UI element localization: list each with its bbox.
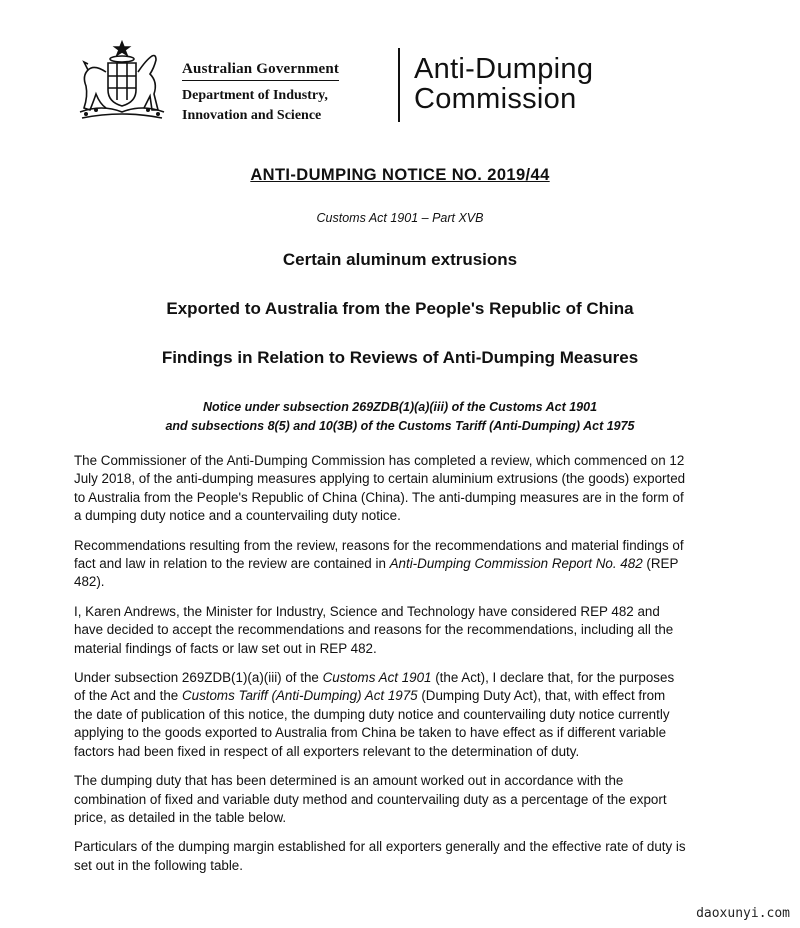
paragraph-4-text: Under subsection 269ZDB(1)(a)(iii) of the <box>74 670 323 686</box>
paragraph-4-end: (Dumping Duty Act), that, with effect from the date of publication of this notice, the dumping duty notice and countervailing duty notice currently applying to the goods exported to Australia from China be taken to have effect as if different variable factors had been fixed in respect of all exporters relevant to the determination of duty. <box>74 688 670 759</box>
paragraph-2-end: (REP 482). <box>74 556 679 590</box>
watermark: daoxunyi.com <box>692 905 794 922</box>
gov-title: Australian Government <box>182 61 339 81</box>
heading-origin: Exported to Australia from the People's Republic of China <box>166 299 634 318</box>
notice-subsection <box>70 398 730 436</box>
government-block <box>182 60 339 126</box>
act-reference: Customs Act 1901 – Part XVB <box>316 211 484 225</box>
agency-line-2: Commission <box>414 83 577 115</box>
paragraph-2 <box>74 537 686 592</box>
customs-act-title: Customs Act 1901 <box>322 670 432 686</box>
header-divider <box>398 48 400 122</box>
notice-subsection-line-1: Notice under subsection 269ZDB(1)(a)(iii) of the Customs Act 1901 <box>202 400 598 414</box>
tariff-act-title: Customs Tariff (Anti-Dumping) Act 1975 <box>181 688 418 704</box>
department-line-2: Innovation and Science <box>182 108 322 123</box>
paragraph-6: Particulars of the dumping margin established for all exporters generally and the effective rate of duty is set out in the following table. <box>74 839 686 873</box>
department-line-1: Department of Industry, <box>182 88 328 103</box>
coat-of-arms-icon <box>72 38 172 122</box>
notice-body <box>74 452 686 886</box>
notice-title: ANTI-DUMPING NOTICE NO. 2019/44 <box>250 166 550 184</box>
agency-line-1: Anti-Dumping <box>414 53 594 85</box>
paragraph-5: The dumping duty that has been determined is an amount worked out in accordance with the combination of fixed and variable duty method and countervailing duty as a percentage of the export price, as detailed in the table below. <box>74 773 667 825</box>
paragraph-2-text: Recommendations resulting from the review, reasons for the recommendations and material findings of fact and law in relation to the review are contained in <box>74 537 684 572</box>
agency-name <box>414 54 593 114</box>
heading-goods: Certain aluminum extrusions <box>282 250 518 269</box>
report-title: Anti-Dumping Commission Report No. 482 <box>389 556 643 572</box>
department-name <box>182 86 339 126</box>
paragraph-4-mid: (the Act), I declare that, for the purposes of the Act and the <box>74 670 675 704</box>
paragraph-3: I, Karen Andrews, the Minister for Industry, Science and Technology have considered REP 482 and have decided to accept the recommendations and reasons for the recommendations, including all the material findings of facts or law set out in REP 482. <box>74 603 674 656</box>
paragraph-4 <box>74 669 686 761</box>
paragraph-1: The Commissioner of the Anti-Dumping Commission has completed a review, which commenced on 12 July 2018, of the anti-dumping measures applying to certain aluminium extrusions (the goods) exported to Australia from the People's Republic of China (China). The anti-dumping measures are in the form of a dumping duty notice and a countervailing duty notice. <box>74 453 686 524</box>
notice-subsection-line-2: and subsections 8(5) and 10(3B) of the Customs Tariff (Anti-Dumping) Act 1975 <box>165 419 635 433</box>
heading-findings: Findings in Relation to Reviews of Anti-Dumping Measures <box>161 348 639 367</box>
